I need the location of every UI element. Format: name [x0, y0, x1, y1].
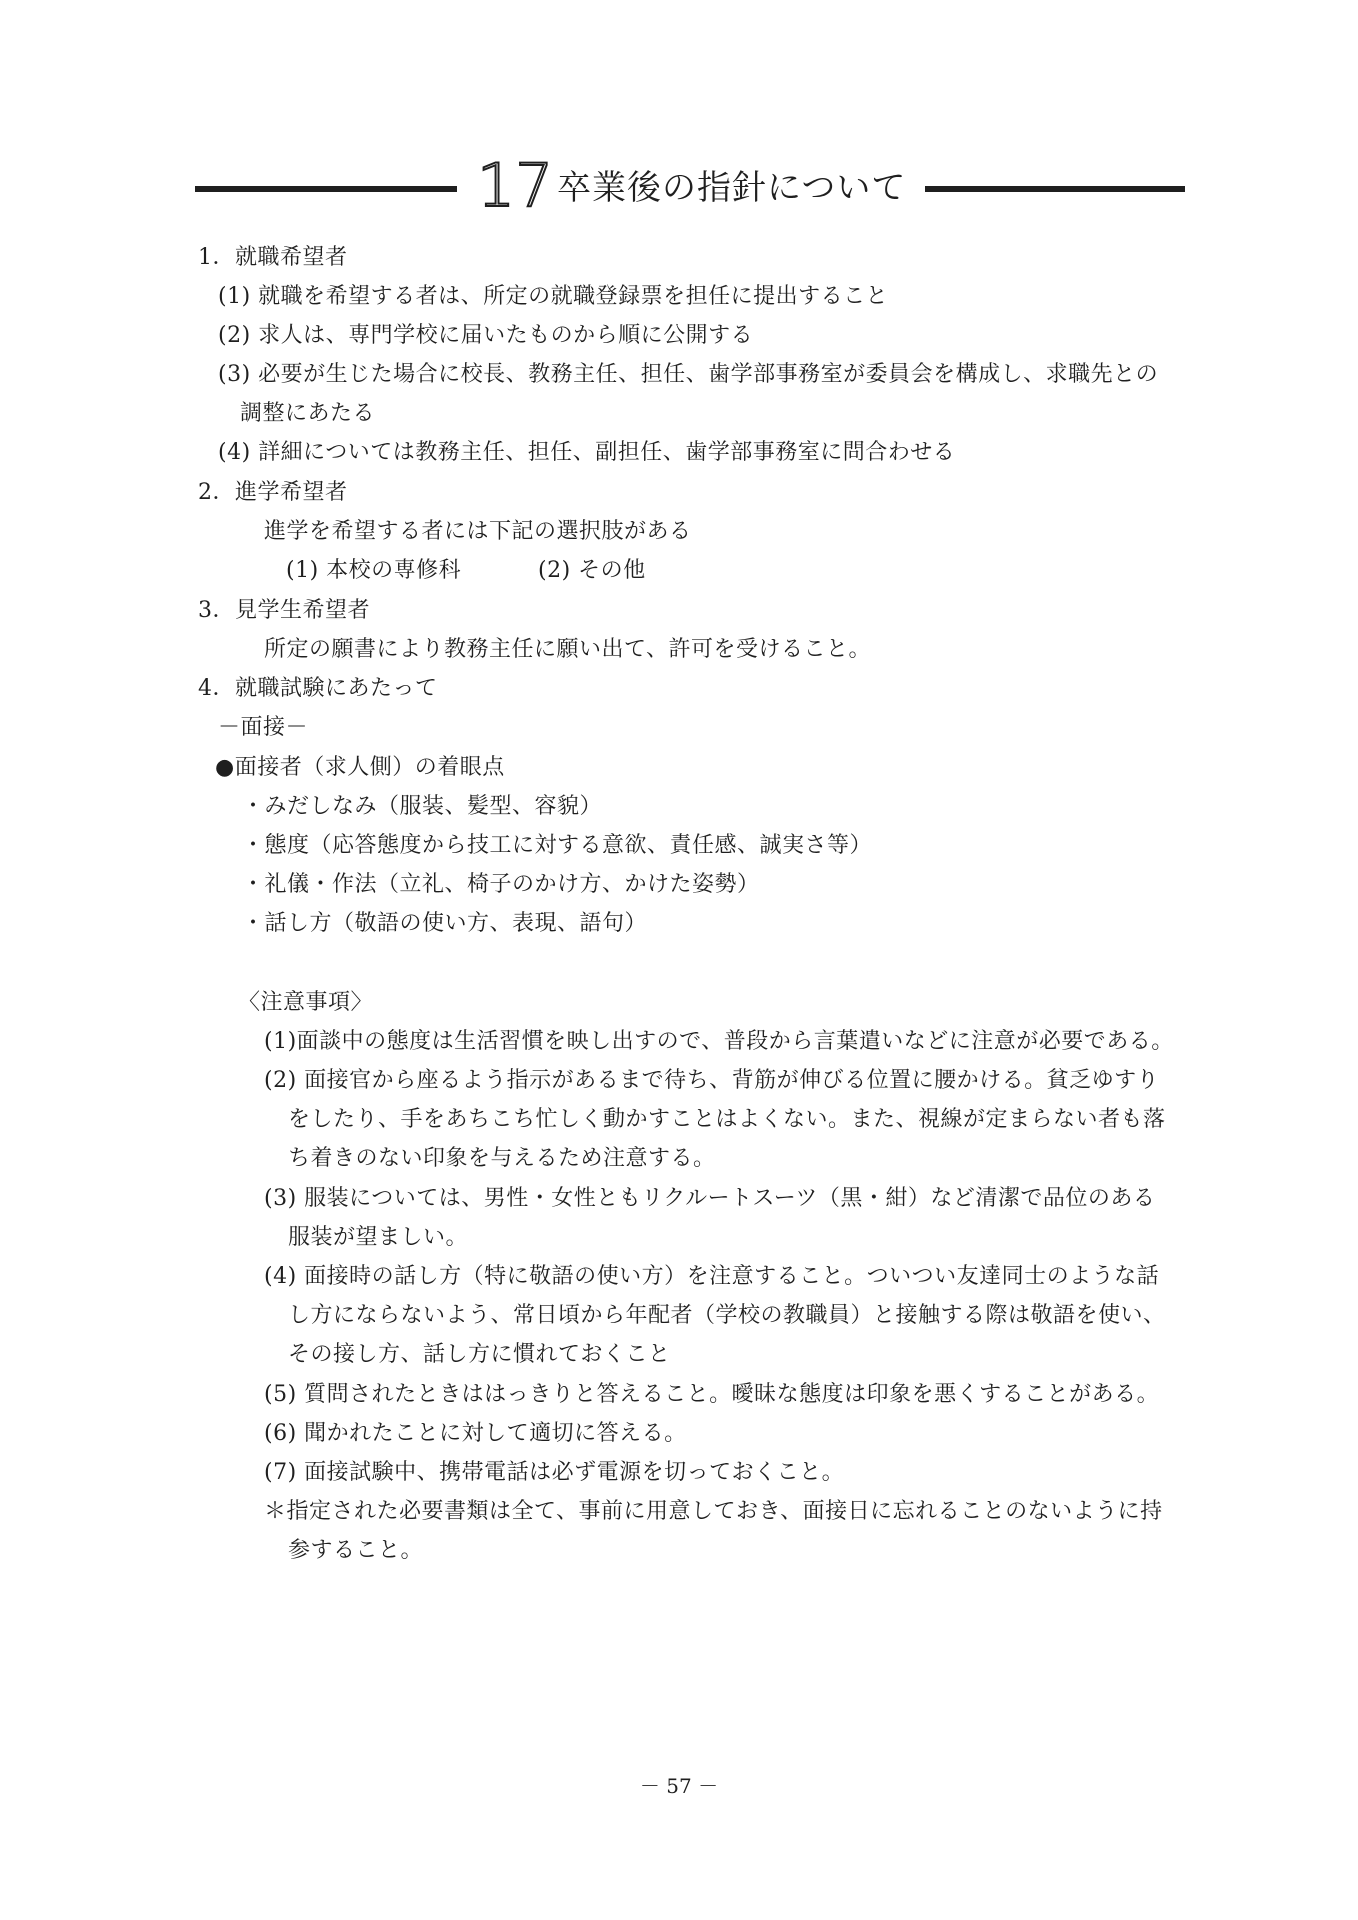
note-item: (5) 質問されたときははっきりと答えること。曖昧な態度は印象を悪くすることがある。 — [264, 1382, 1160, 1407]
section-heading: 3．見学生希望者 — [198, 598, 370, 623]
note-item: (7) 面接試験中、携帯電話は必ず電源を切っておくこと。 — [264, 1460, 845, 1485]
page-number: － 57 － — [639, 1774, 719, 1798]
option-item: (2) その他 — [538, 558, 646, 583]
note-item: 参すること。 — [288, 1538, 424, 1563]
note-item: をしたり、手をあちこち忙しく動かすことはよくない。また、視線が定まらない者も落 — [288, 1107, 1166, 1132]
notes-title: 〈注意事項〉 — [238, 990, 374, 1015]
focus-title: ●面接者（求人側）の着眼点 — [215, 755, 505, 780]
note-item: 服装が望ましい。 — [288, 1225, 469, 1250]
section-heading: 1．就職希望者 — [198, 245, 348, 270]
paragraph: 所定の願書により教務主任に願い出て、許可を受けること。 — [264, 637, 872, 662]
chapter-number: 17 — [477, 151, 554, 221]
subheading: －面接－ — [218, 715, 309, 740]
option-item: (1) 本校の専修科 — [286, 558, 462, 583]
list-item: ・態度（応答態度から技工に対する意欲、責任感、誠実さ等） — [242, 833, 873, 858]
list-item: (3) 必要が生じた場合に校長、教務主任、担任、歯学部事務室が委員会を構成し、求職先との — [218, 362, 1159, 387]
note-item: その接し方、話し方に慣れておくこと — [288, 1342, 671, 1367]
list-item: 調整にあたる — [240, 401, 376, 426]
list-item: (4) 詳細については教務主任、担任、副担任、歯学部事務室に問合わせる — [218, 440, 956, 465]
list-item: ・みだしなみ（服装、髪型、容貌） — [242, 794, 603, 819]
section-heading: 4．就職試験にあたって — [198, 676, 438, 701]
list-item: ・礼儀・作法（立礼、椅子のかけ方、かけた姿勢） — [242, 872, 760, 897]
note-item: し方にならないよう、常日頃から年配者（学校の教職員）と接触する際は敬語を使い、 — [288, 1303, 1166, 1328]
title-rule-right — [925, 186, 1185, 192]
note-item: ち着きのない印象を与えるため注意する。 — [288, 1146, 716, 1171]
note-item: (4) 面接時の話し方（特に敬語の使い方）を注意すること。ついつい友達同士のような話 — [264, 1264, 1160, 1289]
paragraph: 進学を希望する者には下記の選択肢がある — [264, 519, 692, 544]
list-item: (1) 就職を希望する者は、所定の就職登録票を担任に提出すること — [218, 284, 889, 309]
note-item: (2) 面接官から座るよう指示があるまで待ち、背筋が伸びる位置に腰かける。貧乏ゆすり — [264, 1068, 1160, 1093]
list-item: (2) 求人は、専門学校に届いたものから順に公開する — [218, 323, 754, 348]
title-rule-left — [195, 186, 457, 192]
list-item: ・話し方（敬語の使い方、表現、語句） — [242, 911, 648, 936]
note-item: (3) 服装については、男性・女性ともリクルートスーツ（黒・紺）など清潔で品位のある — [264, 1186, 1156, 1211]
note-item: ＊指定された必要書類は全て、事前に用意しておき、面接日に忘れることのないように持 — [264, 1499, 1163, 1524]
note-item: (6) 聞かれたことに対して適切に答える。 — [264, 1421, 687, 1446]
page-header — [195, 151, 1185, 221]
page-title: 卒業後の指針について — [557, 168, 907, 208]
section-heading: 2．進学希望者 — [198, 480, 348, 505]
note-item: (1)面談中の態度は生活習慣を映し出すので、普段から言葉遣いなどに注意が必要である。 — [264, 1029, 1174, 1054]
